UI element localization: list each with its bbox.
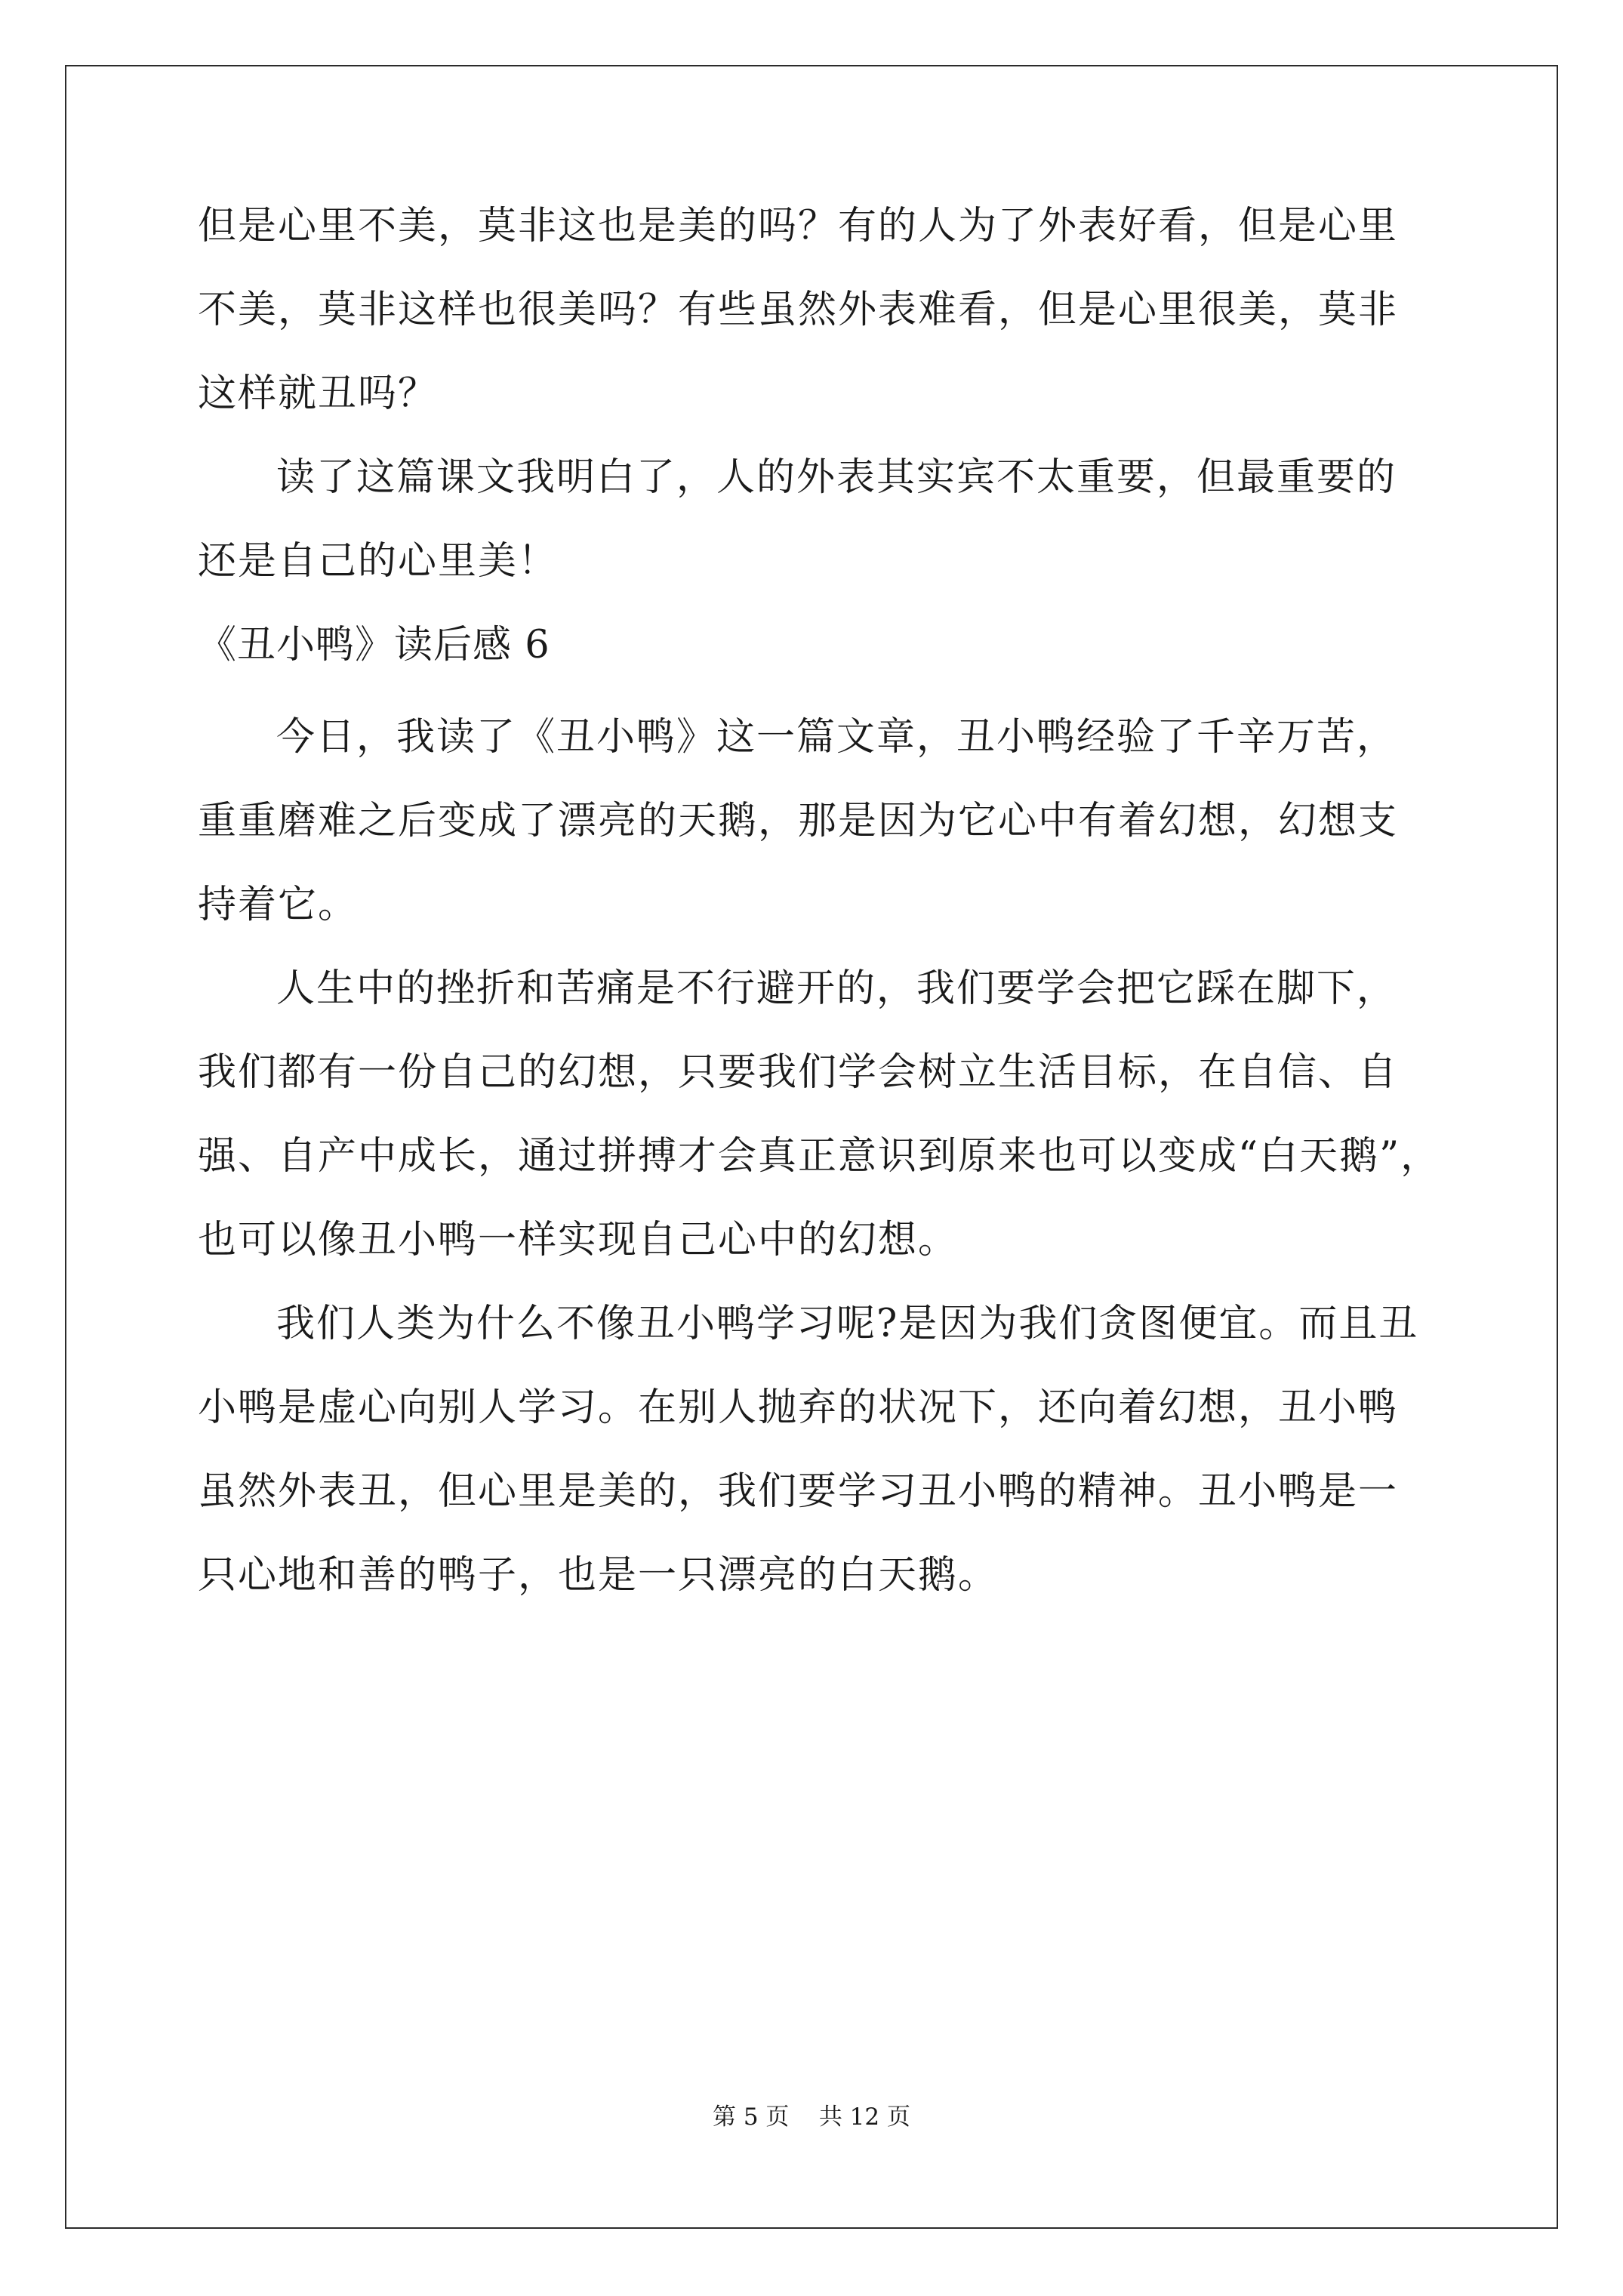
text-line-7: 今日，我读了《丑小鸭》这一篇文章，丑小鸭经验了千辛万苦， bbox=[276, 715, 1397, 760]
text-line-15: 小鸭是虚心向别人学习。在别人抛弃的状况下，还向着幻想，丑小鸭 bbox=[198, 1385, 1399, 1430]
text-line-16: 虽然外表丑，但心里是美的，我们要学习丑小鸭的精神。丑小鸭是一 bbox=[198, 1469, 1399, 1514]
text-line-14: 我们人类为什么不像丑小鸭学习呢?是因为我们贪图便宜。而且丑 bbox=[276, 1302, 1419, 1346]
text-line-9: 持着它。 bbox=[198, 883, 359, 927]
text-line-2: 不美，莫非这样也很美吗？有些虽然外表难看，但是心里很美，莫非 bbox=[198, 288, 1399, 332]
text-line-4: 读了这篇课文我明白了，人的外表其实宾不太重要，但最重要的 bbox=[276, 455, 1397, 500]
text-line-11: 我们都有一份自己的幻想，只要我们学会树立生活目标，在自信、自 bbox=[198, 1050, 1399, 1095]
text-line-13: 也可以像丑小鸭一样实现自己心中的幻想。 bbox=[198, 1218, 959, 1262]
text-line-5: 还是自己的心里美！ bbox=[198, 539, 559, 584]
text-line-3: 这样就丑吗？ bbox=[198, 371, 439, 416]
text-line-8: 重重磨难之后变成了漂亮的天鹅，那是因为它心中有着幻想，幻想支 bbox=[198, 799, 1399, 843]
text-line-12: 强、自产中成长，通过拼搏才会真正意识到原来也可以变成“白天鹅”， bbox=[198, 1134, 1441, 1179]
section-heading: 《丑小鸭》读后感 6 bbox=[198, 623, 550, 667]
document-body bbox=[198, 204, 1443, 1637]
text-line-17: 只心地和善的鸭子，也是一只漂亮的白天鹅。 bbox=[198, 1553, 999, 1598]
page-number-footer: 第 5 页 共 12 页 bbox=[712, 2103, 910, 2131]
text-line-10: 人生中的挫折和苦痛是不行避开的，我们要学会把它踩在脚下， bbox=[276, 966, 1397, 1011]
text-line-1: 但是心里不美，莫非这也是美的吗？有的人为了外表好看，但是心里 bbox=[198, 204, 1399, 248]
